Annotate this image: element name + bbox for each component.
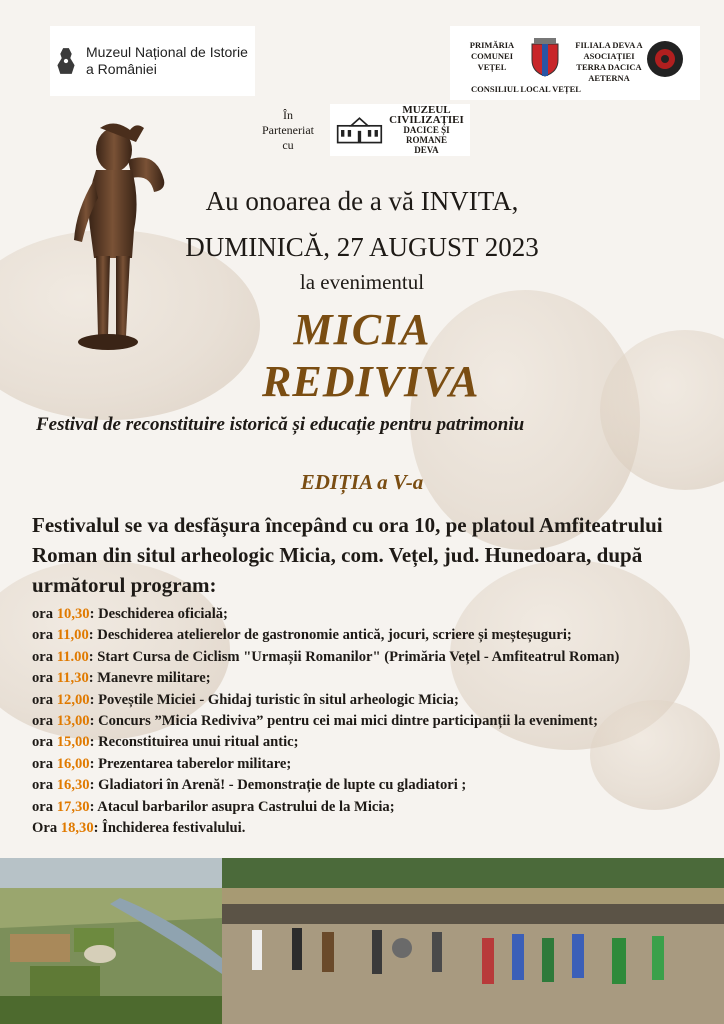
schedule-prefix: ora (32, 798, 57, 815)
coat-of-arms-icon (528, 36, 562, 78)
schedule-list (32, 606, 722, 841)
schedule-time: 16,30 (56, 777, 90, 794)
schedule-activity: : Închiderea festivalului. (93, 819, 246, 836)
event-intro: la evenimentul (299, 270, 425, 294)
schedule-prefix: ora (32, 712, 57, 729)
schedule-item (32, 713, 722, 734)
schedule-item (32, 777, 722, 798)
schedule-activity: : Gladiatori în Arenă! - Demonstrație de lupte cu gladiatori ; (89, 777, 467, 794)
schedule-item (32, 756, 722, 777)
primaria-name: PRIMĂRIA COMUNEI VEȚEL (469, 40, 515, 72)
schedule-activity: : Atacul barbarilor asupra Castrului de la Micia; (89, 798, 395, 815)
event-title-line1: MICIA (293, 305, 431, 354)
schedule-time: 17,30 (56, 798, 90, 815)
partner-text: În Parteneriat cu (262, 108, 314, 152)
museum-mark-icon (56, 41, 76, 81)
schedule-time: 15,00 (56, 734, 90, 751)
schedule-item (32, 670, 722, 691)
edition-label: EDIȚIA a V-a (300, 470, 424, 494)
schedule-prefix: ora (32, 627, 57, 644)
schedule-activity: : Reconstituirea unui ritual antic; (89, 734, 299, 751)
schedule-item (32, 692, 722, 713)
mnir-name: Muzeul Național de Istorie a României (86, 44, 248, 77)
schedule-item (32, 649, 722, 670)
mnir-logo (50, 26, 255, 96)
schedule-activity: : Start Cursa de Ciclism "Urmașii Romanilor" (Primăria Vețel - Amfiteatrul Roman) (88, 648, 620, 665)
museum-building-icon (336, 113, 383, 147)
schedule-prefix: ora (32, 606, 57, 622)
schedule-prefix: ora (32, 777, 57, 794)
filiala-name: FILIALA DEVA A ASOCIAȚIEI TERRA DACICA AETERNA (575, 40, 643, 83)
invitation-text: Au onoarea de a vă INVITA, (205, 186, 519, 216)
mcdr-logo (330, 104, 470, 156)
mcdr-name: MUZEUL CIVILIZAȚIEI DACICE ȘI ROMANE DEVA (389, 104, 464, 155)
event-subtitle: Festival de reconstituire istorică și educație pentru patrimoniu (36, 414, 525, 435)
schedule-activity: : Deschiderea oficială; (89, 606, 228, 622)
schedule-prefix: ora (32, 734, 57, 751)
program-intro: Festivalul se va desfășura începând cu ora 10, pe platoul Amfiteatrului Roman din situl arheologic Micia, com. Vețel, jud. Hunedoara, după următorul program: (32, 513, 663, 597)
schedule-item (32, 627, 722, 648)
terra-dacica-logo-icon (646, 40, 684, 78)
schedule-prefix: ora (32, 648, 57, 665)
schedule-item (32, 799, 722, 820)
reenactment-photo (222, 858, 724, 1024)
schedule-prefix: ora (32, 691, 57, 708)
vetel-logos (450, 26, 700, 100)
schedule-time: 11.00 (56, 648, 89, 665)
schedule-time: 13,00 (56, 712, 90, 729)
schedule-time: 18,30 (60, 819, 94, 836)
schedule-activity: : Concurs ”Micia Rediviva” pentru cei mai mici dintre participanții la eveniment; (89, 712, 599, 729)
schedule-item (32, 820, 722, 841)
schedule-time: 11,00 (56, 627, 89, 644)
schedule-prefix: Ora (32, 819, 61, 836)
schedule-item (32, 606, 722, 627)
schedule-item (32, 734, 722, 755)
schedule-time: 12,00 (56, 691, 90, 708)
schedule-time: 10,30 (56, 606, 90, 622)
event-title-line2: REDIVIVA (262, 357, 480, 406)
event-date: DUMINICĂ, 27 AUGUST 2023 (185, 232, 539, 262)
aerial-site-photo (0, 858, 222, 1024)
schedule-time: 11,30 (56, 670, 89, 687)
consiliul-name: CONSILIUL LOCAL VEȚEL (471, 84, 581, 94)
photo-strip (0, 858, 724, 1024)
schedule-prefix: ora (32, 755, 57, 772)
schedule-prefix: ora (32, 670, 57, 687)
schedule-activity: : Prezentarea taberelor militare; (89, 755, 292, 772)
schedule-time: 16,00 (56, 755, 90, 772)
schedule-activity: : Deschiderea atelierelor de gastronomie antică, jocuri, scriere și meșteșuguri; (88, 627, 572, 644)
schedule-activity: : Poveștile Miciei - Ghidaj turistic în situl arheologic Micia; (89, 691, 459, 708)
schedule-activity: : Manevre militare; (88, 670, 211, 687)
